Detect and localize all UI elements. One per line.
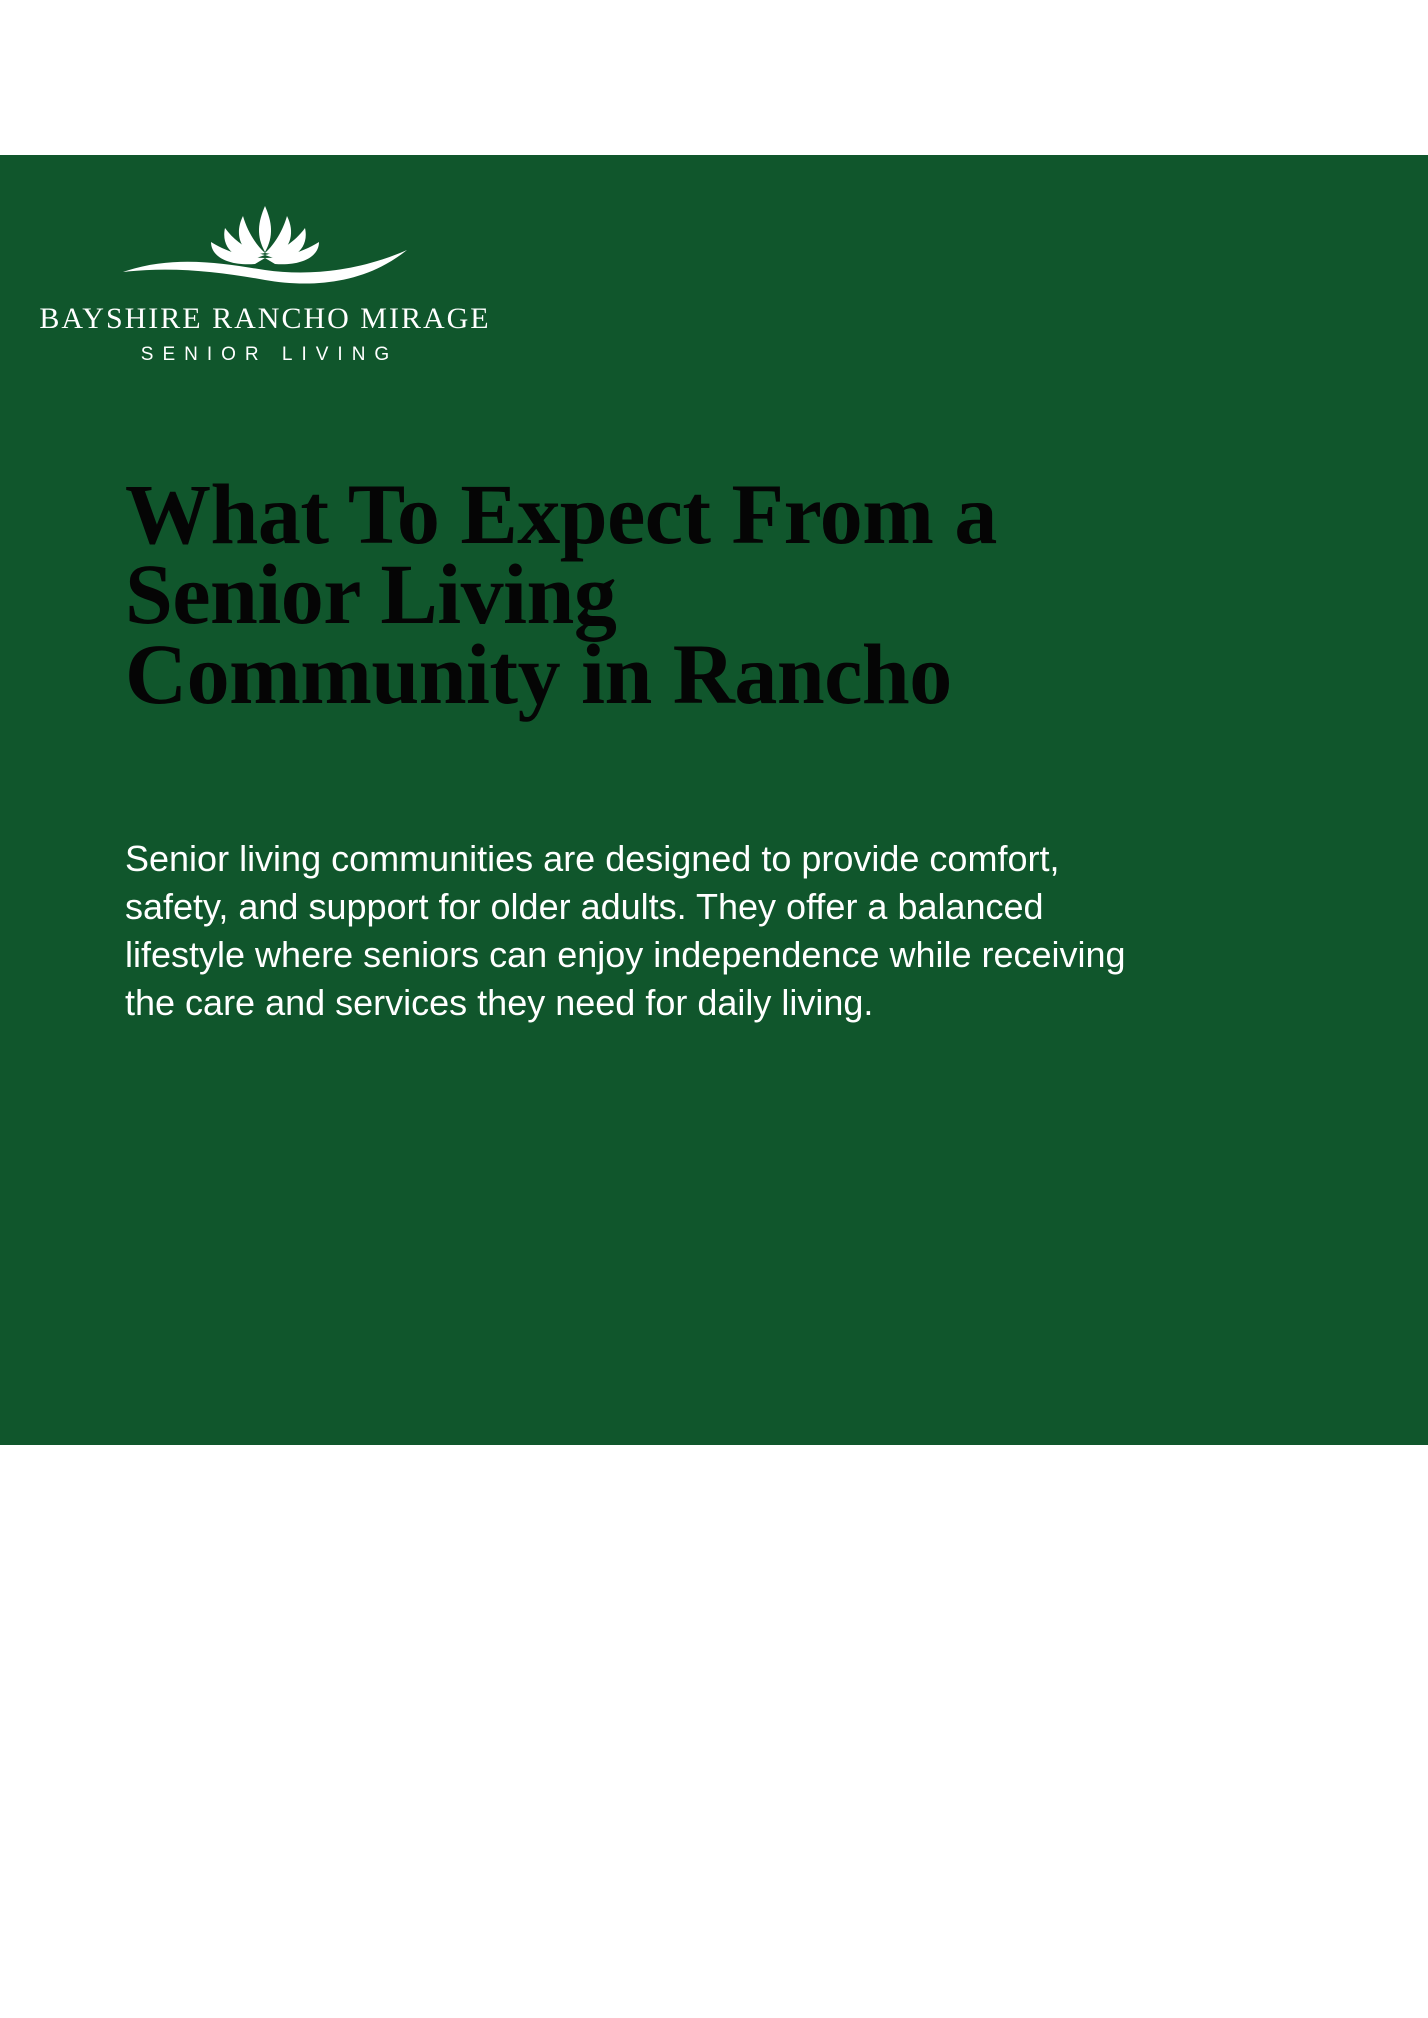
headline-line-3: Community in Rancho [125,625,952,722]
brand-name: BAYSHIRE RANCHO MIRAGE [39,302,491,335]
body-line-4: the care and services they need for daily living. [125,981,874,1023]
headline-line-1: What To Expect From a [125,466,997,562]
lotus-flower-icon [115,200,415,290]
brand-tagline: SENIOR LIVING [140,344,399,365]
body-paragraph [125,835,1215,1027]
body-line-3: lifestyle where seniors can enjoy independence while receiving [125,933,1126,975]
body-line-1: Senior living communities are designed to provide comfort, [125,838,1060,879]
brand-logo [30,200,500,366]
body-line-2: safety, and support for older adults. They offer a balanced [125,885,1044,927]
headline-line-2: Senior Living [125,545,617,642]
page-title [125,466,1245,722]
slide-panel [0,155,1428,1445]
